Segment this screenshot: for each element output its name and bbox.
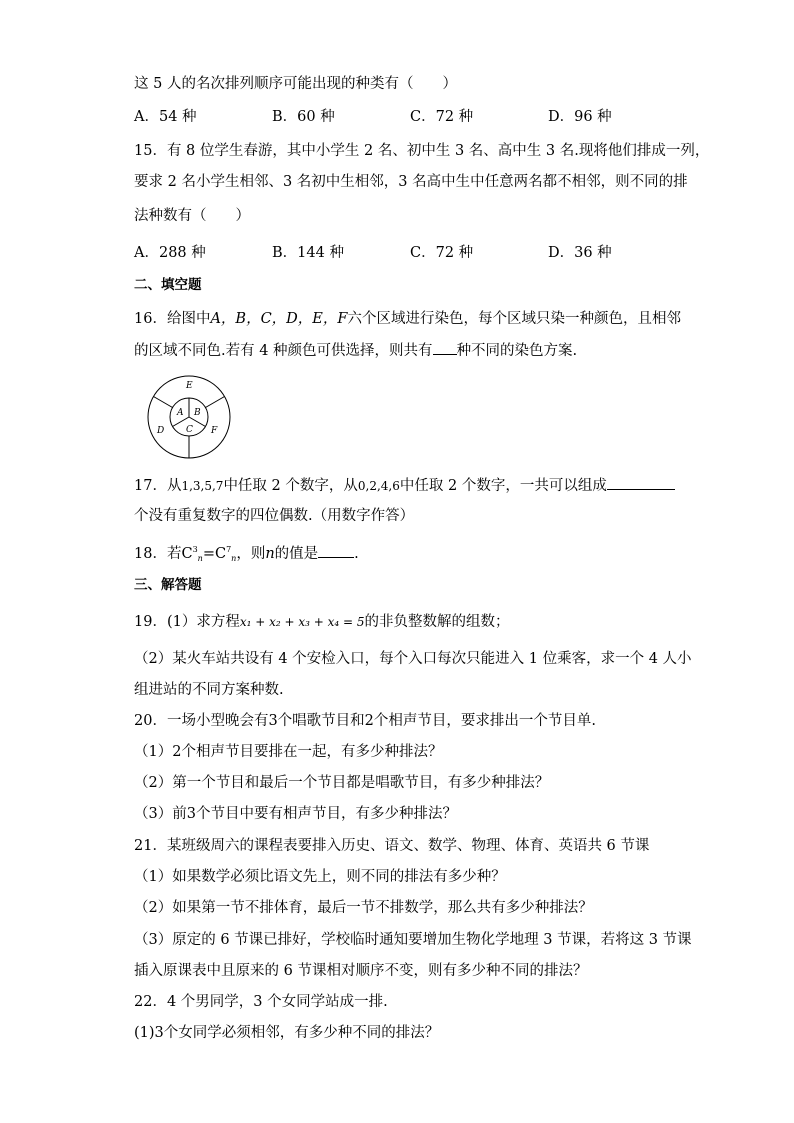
q19-text-a: 19．(1）求方程	[134, 614, 240, 630]
combination-sup-2: 7	[226, 545, 232, 554]
q18-variable-n: n	[265, 546, 275, 562]
q17-text-c: 中任取 2 个数字，一共可以组成	[399, 478, 607, 494]
region-label-d: D	[157, 426, 165, 436]
q21-part-1: （1）如果数学必须比语文先上，则不同的排法有多少种？	[134, 869, 506, 885]
combination-sub-1: n	[197, 554, 203, 563]
combination-c-1: C	[181, 546, 193, 562]
q14-option-a[interactable]: A．54 种	[134, 109, 197, 125]
combination-sub-2: n	[231, 554, 237, 563]
q15-options	[134, 243, 694, 263]
q20-stem: 20．一场小型晚会有3个唱歌节目和2个相声节目，要求排出一个节目单.	[134, 713, 597, 729]
region-label-b: B	[194, 408, 201, 418]
q18-answer-blank[interactable]	[318, 543, 354, 558]
section-heading-fill-in: 二、填空题	[134, 277, 202, 293]
q21-stem: 21．某班级周六的课程表要排入历史、语文、数学、物理、体育、英语共 6 节课	[134, 838, 650, 854]
divider-outer-left	[154, 397, 173, 408]
q19-line-1	[134, 612, 510, 632]
q18-text-b: ，则	[236, 546, 266, 562]
q17-line-2: 个没有重复数字的四位偶数.（用数字作答）	[134, 508, 415, 524]
region-label-e: E	[186, 381, 193, 391]
q15-option-d[interactable]: D．36 种	[548, 245, 612, 261]
q17-text-a: 17．从	[134, 478, 182, 494]
q19-equation: x₁ + x₂ + x₃ + x₄ = 5	[239, 615, 365, 629]
q19-text-b: 的非负整数解的组数；	[364, 614, 510, 630]
q19-line-3: 组进站的不同方案种数.	[134, 682, 284, 698]
q20-part-2: （2）第一个节目和最后一个节目都是唱歌节目，有多少种排法？	[134, 775, 550, 791]
q16-text-c: 的区域不同色.若有 4 种颜色可供选择，则共有	[134, 343, 433, 359]
q15-line-2: 要求 2 名小学生相邻、3 名初中生相邻，3 名高中生中任意两名都不相邻，则不同的排	[134, 174, 688, 190]
q16-answer-blank[interactable]	[433, 340, 457, 355]
q22-stem: 22．4 个男同学，3 个女同学站成一排.	[134, 994, 388, 1010]
region-label-f: F	[211, 426, 218, 436]
q17-answer-blank[interactable]	[607, 475, 675, 490]
region-label-c: C	[186, 425, 193, 435]
q14-option-c[interactable]: C．72 种	[410, 109, 474, 125]
q16-line-1	[134, 309, 681, 329]
q17-text-b: 中任取 2 个数字，从	[223, 478, 358, 494]
combination-c-2: C	[214, 546, 227, 562]
q18-text-a: 18．若	[134, 546, 182, 562]
q21-part-3: （3）原定的 6 节课已排好，学校临时通知要增加生物化学地理 3 节课，若将这 3 节课	[134, 932, 692, 948]
q16-line-2	[134, 340, 577, 361]
q15-option-b[interactable]: B．144 种	[272, 245, 344, 261]
region-label-a: A	[177, 408, 184, 418]
q14-stem: 这 5 人的名次排列顺序可能出现的种类有（ ）	[134, 76, 457, 92]
q14-option-d[interactable]: D．96 种	[548, 109, 612, 125]
q17-line-1	[134, 475, 675, 496]
divider-outer-right	[206, 397, 225, 408]
q22-part-1: (1)3个女同学必须相邻，有多少种不同的排法？	[134, 1025, 440, 1041]
combination-sup-1: 3	[192, 545, 198, 554]
q16-text-a: 16．给图中	[134, 311, 211, 327]
q15-option-a[interactable]: A．288 种	[134, 245, 206, 261]
region-diagram	[145, 375, 241, 459]
q17-set-2: 0,2,4,6	[357, 479, 400, 493]
section-heading-solutions: 三、解答题	[134, 577, 202, 593]
q15-line-1: 15．有 8 位学生春游，其中小学生 2 名、初中生 3 名、高中生 3 名.现将他们排成一列，	[134, 143, 710, 159]
q18-text-e: .	[354, 546, 359, 562]
q21-part-2: （2）如果第一节不排体育，最后一节不排数学，那么共有多少种排法？	[134, 900, 593, 916]
q16-text-b: 六个区域进行染色，每个区域只染一种颜色，且相邻	[347, 311, 681, 327]
q18-text-d: 的值是	[274, 546, 319, 562]
q16-letters: A，B，C，D，E，F	[210, 311, 348, 327]
q14-option-b[interactable]: B．60 种	[272, 109, 335, 125]
q21-part-3-cont: 插入原课表中且原来的 6 节课相对顺序不变，则有多少种不同的排法？	[134, 963, 588, 979]
q19-line-2: （2）某火车站共设有 4 个安检入口，每个入口每次只能进入 1 位乘客，求一个 4 人小	[134, 651, 692, 667]
q15-line-3: 法种数有（ ）	[134, 208, 250, 224]
q20-part-1: （1）2个相声节目要排在一起，有多少种排法？	[134, 744, 443, 760]
q15-option-c[interactable]: C．72 种	[410, 245, 474, 261]
q17-set-1: 1,3,5,7	[181, 479, 224, 493]
q18-equals: =	[202, 546, 215, 562]
q14-options	[134, 107, 694, 127]
q18-line	[134, 540, 359, 569]
q16-text-d: 种不同的染色方案.	[456, 343, 578, 359]
q20-part-3: （3）前3个节目中要有相声节目，有多少种排法？	[134, 806, 457, 822]
